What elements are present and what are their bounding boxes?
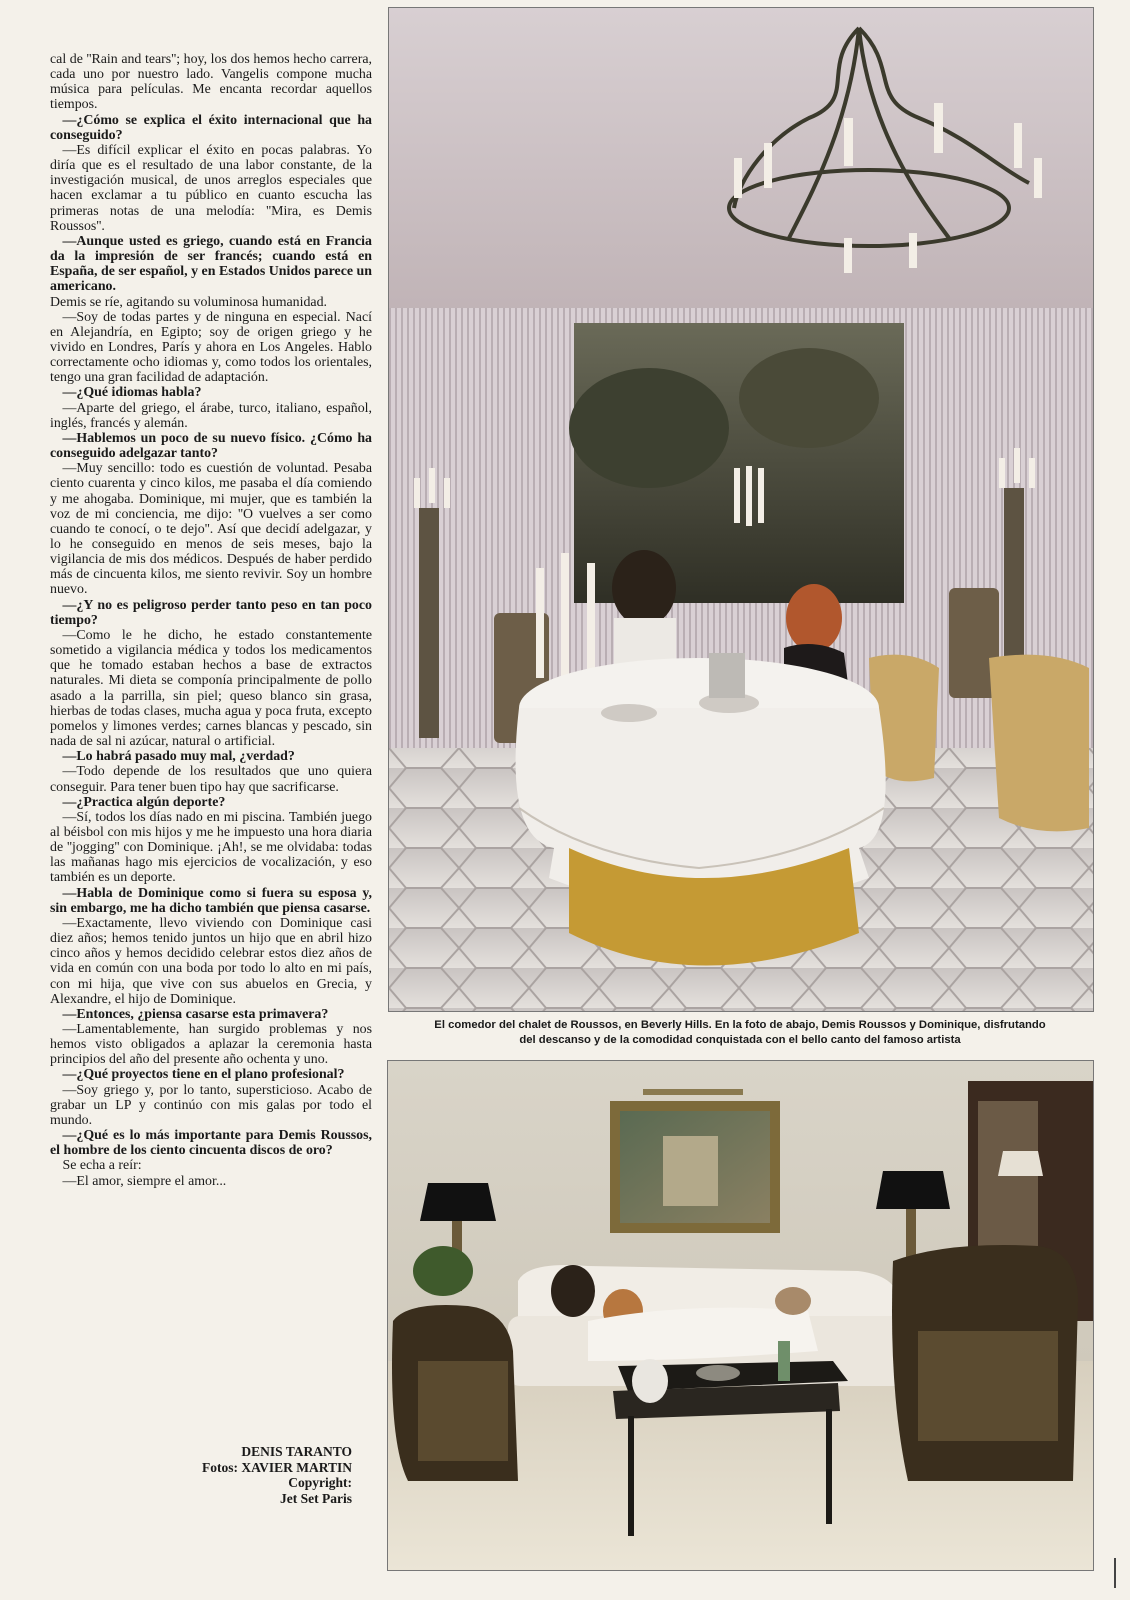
interview-question: —¿Practica algún deporte?	[62, 794, 226, 810]
article-credits	[130, 1444, 352, 1506]
article-paragraph: Se echa a reír:	[62, 1158, 142, 1174]
copyright-holder: Jet Set Paris	[280, 1490, 352, 1506]
article-paragraph: —Lamentablemente, han surgido problemas y nos hemos visto obligados a aplazar la ceremonia hasta principios del año del presente año ochenta y uno.	[50, 1022, 372, 1068]
article-text-column	[50, 52, 372, 1189]
article-paragraph: —Aparte del griego, el árabe, turco, italiano, español, inglés, francés y alemán.	[50, 400, 372, 431]
caption-line-1: El comedor del chalet de Roussos, en Beverly Hills. En la foto de abajo, Demis Roussos y Dominique, disfrutando	[434, 1019, 1046, 1031]
interview-question: —Lo habrá pasado muy mal, ¿verdad?	[62, 749, 295, 765]
article-paragraph: —Es difícil explicar el éxito en pocas palabras. Yo diría que es el resultado de una labor constante, de la investigación musical, de unos arreglos especiales que hacen exclamar a tu público en cuanto escucha las primeras notas de una melodía: ''Mira, es Demis Roussos''.	[50, 142, 372, 234]
interview-question: —Hablemos un poco de su nuevo físico. ¿Cómo ha conseguido adelgazar tanto?	[50, 430, 372, 462]
interview-question: —Habla de Dominique como si fuera su esposa y, sin embargo, me ha dicho también que piensa casarse.	[50, 885, 372, 916]
living-room-illustration	[388, 1061, 1093, 1570]
author-name: DENIS TARANTO	[241, 1444, 352, 1459]
article-paragraph: —El amor, siempre el amor...	[62, 1173, 227, 1189]
photo-credit: Fotos: XAVIER MARTIN	[201, 1459, 352, 1475]
interview-question: —Aunque usted es griego, cuando está en Francia da la impresión de ser francés; cuando está en España, de ser español, y en Estados Unidos parece un americano.	[50, 233, 372, 295]
interview-question: —¿Y no es peligroso perder tanto peso en tan poco tiempo?	[50, 597, 372, 628]
article-paragraph: —Exactamente, llevo viviendo con Dominique casi diez años; hemos tenido juntos un hijo que en abril hizo cinco años y hemos decidido celebrar estos diez años de vida en común con una boda por todo lo alto en mi país, con mi hija, que vive con sus abuelos en Grecia, y Alexandre, el hijo de Dominique.	[50, 915, 372, 1007]
dining-room-illustration	[389, 8, 1093, 1011]
article-paragraph: —Todo depende de los resultados que uno quiera conseguir. Para tener buen tipo hay que sacrificarse.	[50, 764, 372, 795]
interview-question: —¿Qué idiomas habla?	[62, 385, 202, 401]
living-room-photo	[387, 1060, 1094, 1571]
caption-line-2: del descanso y de la comodidad conquistada con el bello canto del famoso artista	[519, 1034, 961, 1046]
article-paragraph: —Muy sencillo: todo es cuestión de voluntad. Pesaba ciento cuarenta y cinco kilos, me pasaba el día comiendo y me ahogaba. Dominique, mi mujer, que es también la voz de mi conciencia, me dijo: ''O vuelves a ser como cuando te conocí, o te dejo''. Así que decidí adelgazar, y lo he conseguido en menos de seis meses, bajo la vigilancia de mis dos médicos. Después de haber perdido más de cincuenta kilos, me siento revivir. Soy un hombre nuevo.	[50, 461, 372, 598]
article-paragraph: —Sí, todos los días nado en mi piscina. También juego al béisbol con mis hijos y me he impuesto una hora diaria de ''jogging'' con Dominique. ¡Ah!, se me olvidaba: todas las mañanas hago mis ejercicios de vocalización, y eso también es un deporte.	[50, 809, 372, 886]
page-edge-mark	[1114, 1558, 1116, 1588]
interview-question: —¿Qué es lo más importante para Demis Roussos, el hombre de los ciento cincuenta discos de oro?	[50, 1128, 372, 1159]
article-paragraph: —Soy griego y, por lo tanto, supersticioso. Acabo de grabar un LP y continúo con mis galas por todo el mundo.	[50, 1082, 372, 1128]
interview-question: —Entonces, ¿piensa casarse esta primavera?	[62, 1006, 329, 1022]
dining-room-photo	[388, 7, 1094, 1012]
photo-caption	[388, 1018, 1092, 1048]
article-paragraph: Demis se ríe, agitando su voluminosa humanidad.	[50, 294, 327, 310]
interview-question: —¿Cómo se explica el éxito internacional que ha conseguido?	[50, 112, 372, 143]
copyright-label: Copyright:	[288, 1475, 352, 1490]
article-paragraph: —Como le he dicho, he estado constantemente sometido a vigilancia médica y todos los medicamentos que he tomado estaban hechos a base de extractos naturales. Mi dieta se componía principalmente de pollo asado a la parrilla, sin piel; queso blanco sin grasa, hierbas de todas clases, mucha agua y poca fruta, excepto pomelos y limones verdes; carnes blancas y pescado, sin nada de sal ni azúcar, natural o artificial.	[50, 627, 372, 750]
interview-question: —¿Qué proyectos tiene en el plano profesional?	[62, 1067, 345, 1083]
article-paragraph: —Soy de todas partes y de ninguna en especial. Nací en Alejandría, en Egipto; soy de origen griego y he vivido en Londres, París y ahora en Los Angeles. Hablo correctamente ocho idiomas y, como todos los orientales, tengo una gran facilidad de adaptación.	[50, 309, 372, 386]
article-paragraph: cal de ''Rain and tears''; hoy, los dos hemos hecho carrera, cada uno por nuestro lado. Vangelis compone mucha música para películas. Me encanta recordar aquellos tiempos.	[50, 52, 372, 113]
